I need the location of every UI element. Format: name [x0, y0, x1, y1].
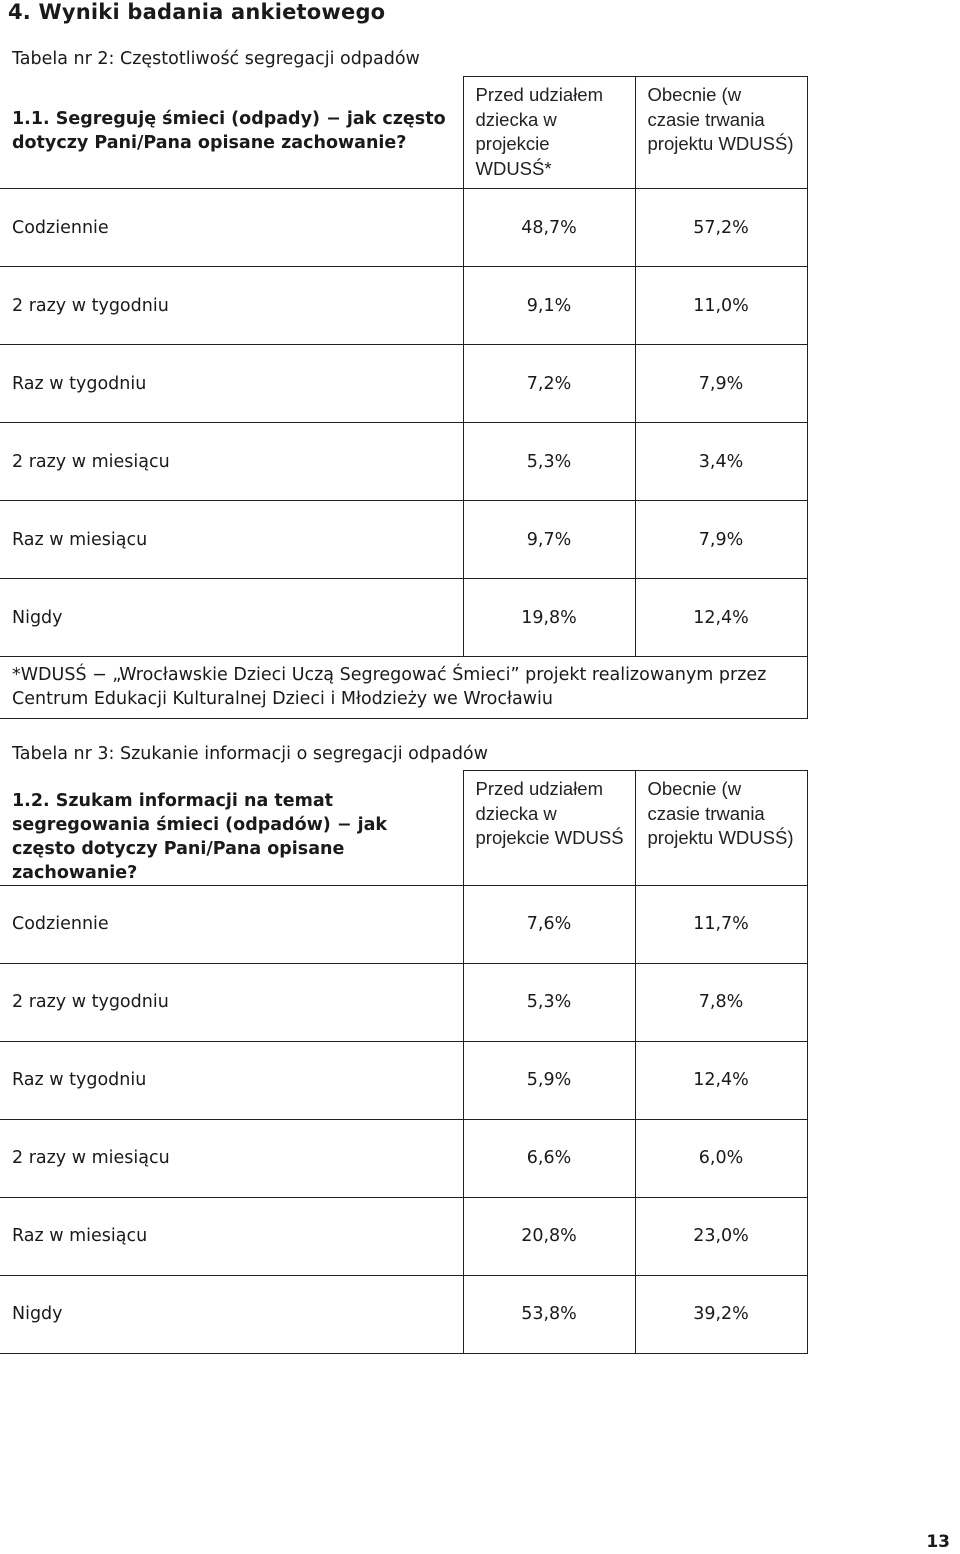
row-label: Codziennie [0, 189, 463, 267]
row-label: Codziennie [0, 885, 463, 963]
row-label: Raz w tygodniu [0, 345, 463, 423]
table-row [0, 345, 807, 423]
value-before: 7,6% [463, 885, 635, 963]
value-now: 6,0% [635, 1119, 807, 1197]
row-label: Raz w miesiącu [0, 501, 463, 579]
row-label: Nigdy [0, 1275, 463, 1353]
row-label: Nigdy [0, 579, 463, 657]
page-number: 13 [926, 1532, 950, 1552]
value-before: 7,2% [463, 345, 635, 423]
value-now: 3,4% [635, 423, 807, 501]
table2-caption: Tabela nr 3: Szukanie informacji o segregacji odpadów [12, 744, 488, 764]
value-before: 5,3% [463, 423, 635, 501]
value-before: 20,8% [463, 1197, 635, 1275]
table-row [0, 1275, 807, 1353]
value-before: 9,1% [463, 267, 635, 345]
value-now: 7,8% [635, 963, 807, 1041]
table1-footnote: *WDUSŚ − „Wrocławskie Dzieci Uczą Segregować Śmieci” projekt realizowanym przez Centrum Edukacji Kulturalnej Dzieci i Młodzieży we Wrocławiu [0, 657, 807, 719]
table1-caption: Tabela nr 2: Częstotliwość segregacji odpadów [12, 49, 420, 69]
value-before: 9,7% [463, 501, 635, 579]
table1-header-row [0, 77, 807, 189]
table1-footnote-row [0, 657, 807, 719]
value-now: 11,0% [635, 267, 807, 345]
value-now: 12,4% [635, 579, 807, 657]
table2-question: 1.2. Szukam informacji na temat segregowania śmieci (odpadów) − jak często dotyczy Pani/Pana opisane zachowanie? [0, 771, 463, 886]
table-row [0, 579, 807, 657]
value-before: 48,7% [463, 189, 635, 267]
table-row [0, 1197, 807, 1275]
table1-col-now-header: Obecnie (w czasie trwania projektu WDUSŚ) [635, 77, 807, 189]
table1-col-before-header: Przed udziałem dziecka w projekcie WDUSŚ* [463, 77, 635, 189]
value-now: 12,4% [635, 1041, 807, 1119]
table-row [0, 1041, 807, 1119]
row-label: Raz w miesiącu [0, 1197, 463, 1275]
value-now: 7,9% [635, 345, 807, 423]
table2-information-seeking [0, 770, 808, 1354]
row-label: Raz w tygodniu [0, 1041, 463, 1119]
value-now: 23,0% [635, 1197, 807, 1275]
value-now: 11,7% [635, 885, 807, 963]
value-before: 5,9% [463, 1041, 635, 1119]
value-before: 5,3% [463, 963, 635, 1041]
table1-question: 1.1. Segreguję śmieci (odpady) − jak często dotyczy Pani/Pana opisane zachowanie? [0, 77, 463, 189]
table2-header-row [0, 771, 807, 886]
table-row [0, 1119, 807, 1197]
table-row [0, 423, 807, 501]
value-now: 57,2% [635, 189, 807, 267]
row-label: 2 razy w miesiącu [0, 423, 463, 501]
table-row [0, 189, 807, 267]
value-before: 6,6% [463, 1119, 635, 1197]
value-before: 53,8% [463, 1275, 635, 1353]
section-title: 4. Wyniki badania ankietowego [8, 0, 386, 24]
table-row [0, 885, 807, 963]
value-now: 39,2% [635, 1275, 807, 1353]
row-label: 2 razy w tygodniu [0, 267, 463, 345]
table-row [0, 501, 807, 579]
table-row [0, 963, 807, 1041]
value-before: 19,8% [463, 579, 635, 657]
table2-col-before-header: Przed udziałem dziecka w projekcie WDUSŚ [463, 771, 635, 886]
table2-col-now-header: Obecnie (w czasie trwania projektu WDUSŚ) [635, 771, 807, 886]
value-now: 7,9% [635, 501, 807, 579]
row-label: 2 razy w tygodniu [0, 963, 463, 1041]
table1-frequency-segregation [0, 76, 808, 719]
table-row [0, 267, 807, 345]
row-label: 2 razy w miesiącu [0, 1119, 463, 1197]
